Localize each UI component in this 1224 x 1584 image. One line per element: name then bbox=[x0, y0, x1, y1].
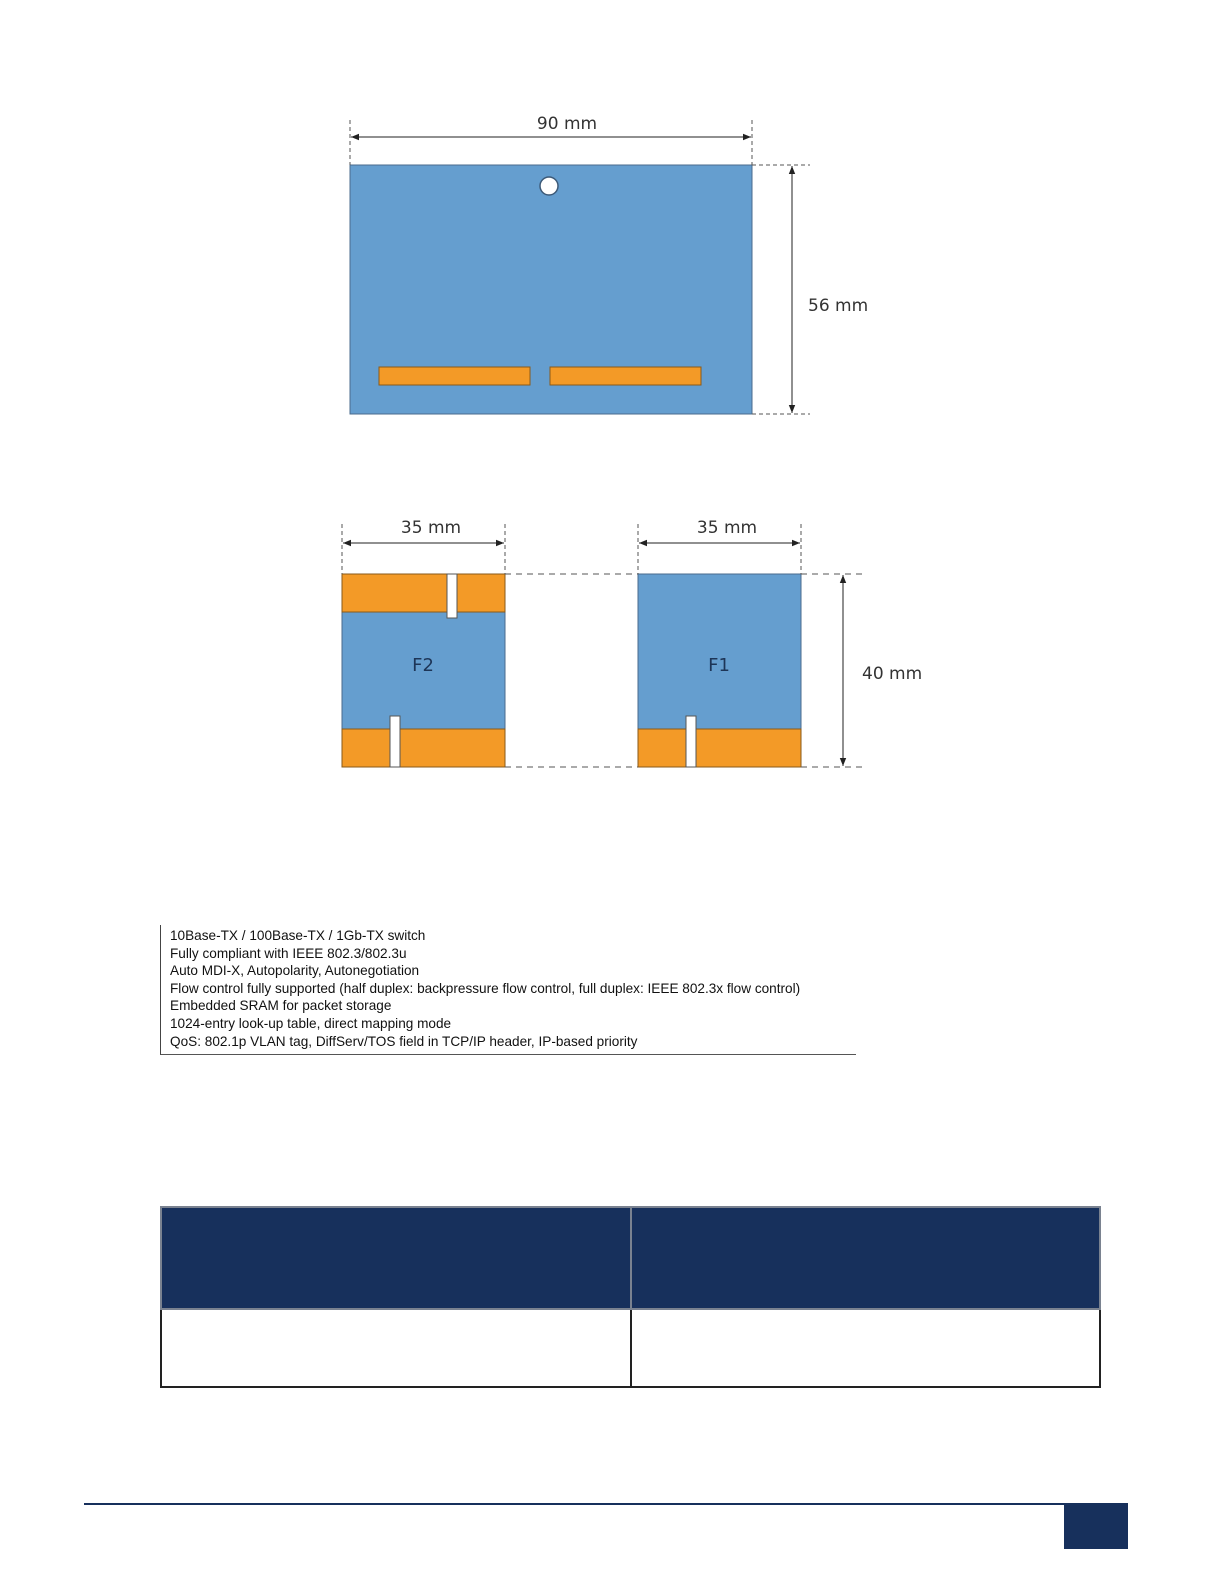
f1-width-label: 35 mm bbox=[696, 518, 758, 538]
table-row bbox=[161, 1309, 1100, 1387]
table-header-cell bbox=[161, 1207, 631, 1309]
top-width-label: 90 mm bbox=[536, 114, 598, 134]
top-board-connector-left bbox=[379, 367, 530, 385]
table-cell bbox=[161, 1309, 631, 1387]
f2-connector-bottom-right bbox=[400, 729, 505, 767]
mounting-hole bbox=[540, 177, 558, 195]
f2-width-label: 35 mm bbox=[400, 518, 462, 538]
switch-specifications bbox=[160, 925, 856, 1055]
table-header-row bbox=[161, 1207, 1100, 1309]
page-number-box bbox=[1064, 1503, 1128, 1549]
f2-bottom-slot bbox=[390, 716, 400, 767]
info-table bbox=[160, 1206, 1101, 1388]
top-board bbox=[350, 165, 752, 414]
top-height-dimension bbox=[752, 165, 810, 414]
f2-connector-top-left bbox=[342, 574, 447, 612]
spec-line: Flow control fully supported (half duplex: backpressure flow control, full duplex: IEEE 802.3x flow control) bbox=[170, 980, 801, 996]
f1-bottom-slot bbox=[686, 716, 696, 767]
f2-connector-top-right bbox=[457, 574, 505, 612]
f2-top-slot bbox=[447, 574, 457, 618]
f1-label: F1 bbox=[708, 655, 730, 676]
spec-line: Fully compliant with IEEE 802.3/802.3u bbox=[170, 945, 407, 961]
table-header-cell bbox=[631, 1207, 1101, 1309]
spec-line: 1024-entry look-up table, direct mapping mode bbox=[170, 1015, 452, 1031]
top-board-connector-right bbox=[550, 367, 701, 385]
f1-connector-bottom-left bbox=[638, 729, 686, 767]
footer-rule bbox=[84, 1503, 1128, 1505]
table-cell bbox=[631, 1309, 1101, 1387]
bottom-height-label: 40 mm bbox=[862, 664, 923, 684]
spec-line: Embedded SRAM for packet storage bbox=[170, 998, 392, 1014]
f2-connector-bottom-left bbox=[342, 729, 390, 767]
spec-line: Auto MDI-X, Autopolarity, Autonegotiation bbox=[170, 963, 420, 979]
spec-line: 10Base-TX / 100Base-TX / 1Gb-TX switch bbox=[170, 928, 426, 943]
f2-label: F2 bbox=[412, 655, 434, 676]
top-height-label: 56 mm bbox=[808, 296, 869, 316]
spec-line: QoS: 802.1p VLAN tag, DiffServ/TOS field in TCP/IP header, IP-based priority bbox=[170, 1033, 638, 1049]
f1-connector-bottom-right bbox=[696, 729, 801, 767]
